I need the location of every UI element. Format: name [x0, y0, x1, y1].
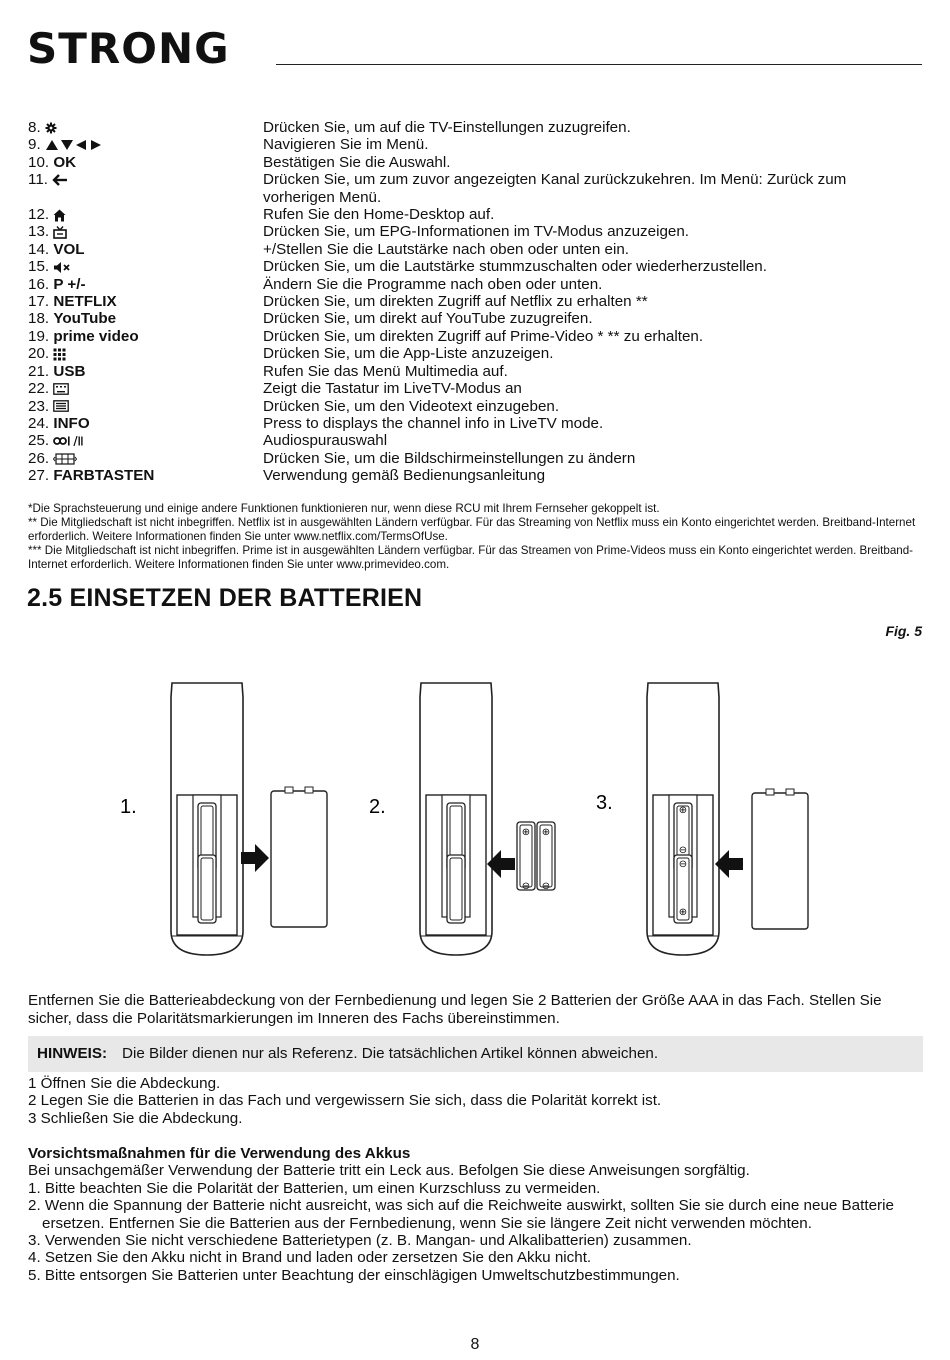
key-number: 23.	[28, 397, 50, 415]
key-label	[28, 206, 263, 223]
key-label	[28, 258, 263, 275]
figure-label: Fig. 5	[885, 623, 922, 639]
key-label	[28, 276, 263, 293]
remote-open-2	[420, 683, 492, 955]
key-row	[28, 223, 928, 240]
precaution-item: 2. Wenn die Spannung der Batterie nicht ausreicht, was sich auf die Reichweite auswirkt, sollten Sie sie durch eine neue Batterie ersetzen. Entfernen Sie die Batterien aus der Fernbedienung, wenn Sie sie längere Zeit nicht verwenden möchten.	[28, 1197, 894, 1232]
key-row	[28, 241, 928, 258]
key-description: Audiospurauswahl	[263, 432, 388, 450]
step-item: 2 Legen Sie die Batterien in das Fach und vergewissern Sie sich, dass die Polarität korrekt ist.	[28, 1092, 662, 1110]
key-label	[28, 171, 263, 206]
svg-text:⊕: ⊕	[678, 805, 688, 816]
key-number: 26.	[28, 449, 50, 467]
svg-text:⊖: ⊖	[541, 881, 551, 892]
key-row	[28, 328, 928, 345]
key-name: USB	[53, 362, 86, 380]
key-label	[28, 223, 263, 240]
key-label	[28, 328, 263, 345]
note-box	[28, 1036, 923, 1072]
key-label	[28, 241, 263, 258]
key-description: Rufen Sie das Menü Multimedia auf.	[263, 362, 508, 380]
apps-grid-icon	[53, 345, 66, 362]
key-row	[28, 293, 928, 310]
key-name: VOL	[53, 240, 85, 258]
footnote: *Die Sprachsteuerung und einige andere Funktionen funktionieren nur, wenn diese RCU mit Ihrem Fernseher gekoppelt ist.	[28, 502, 660, 515]
arrow-right-icon	[241, 844, 269, 872]
svg-text:⊕: ⊕	[521, 827, 531, 838]
key-number: 13.	[28, 223, 50, 241]
precautions	[28, 1145, 928, 1284]
remote-open-1	[171, 683, 243, 955]
key-row	[28, 380, 928, 397]
key-label	[28, 310, 263, 327]
key-name: prime video	[53, 327, 139, 345]
mute-icon	[53, 258, 71, 275]
precaution-item: 3. Verwenden Sie nicht verschiedene Batterietypen (z. B. Mangan- und Alkalibatterien) zusammen.	[28, 1232, 692, 1250]
key-label	[28, 154, 263, 171]
key-label	[28, 380, 263, 397]
key-number: 9.	[28, 136, 41, 154]
steps-list	[28, 1075, 918, 1127]
key-number: 27.	[28, 467, 50, 485]
step-item: 1 Öffnen Sie die Abdeckung.	[28, 1075, 221, 1092]
key-description: Bestätigen Sie die Auswahl.	[263, 153, 451, 171]
key-number: 10.	[28, 153, 50, 171]
step-label: 3.	[596, 792, 613, 814]
svg-text:⊖: ⊖	[521, 881, 531, 892]
key-label	[28, 293, 263, 310]
key-number: 15.	[28, 258, 50, 276]
brand-logo: STRONG	[27, 24, 230, 73]
section-title: 2.5 EINSETZEN DER BATTERIEN	[27, 584, 423, 612]
key-label	[28, 467, 263, 484]
key-description: Press to displays the channel info in LiveTV mode.	[263, 414, 604, 432]
battery-cover	[752, 789, 808, 929]
precaution-item: 5. Bitte entsorgen Sie Batterien unter Beachtung der einschlägigen Umweltschutzbestimmungen.	[28, 1266, 680, 1284]
key-row	[28, 206, 928, 223]
key-list	[28, 119, 928, 485]
audio-track-icon	[53, 432, 83, 449]
key-number: 14.	[28, 240, 50, 258]
key-number: 11.	[28, 171, 48, 189]
key-label	[28, 136, 263, 153]
key-description: Drücken Sie, um direkten Zugriff auf Netflix zu erhalten **	[263, 293, 648, 311]
intro-paragraph: Entfernen Sie die Batterieabdeckung von der Fernbedienung und legen Sie 2 Batterien der Größe AAA in das Fach. Stellen Sie sicher, dass die Polaritätsmarkierungen im Inneren des Fachs übereinstimmen.	[28, 992, 882, 1027]
key-row	[28, 310, 928, 327]
key-number: 8.	[28, 119, 41, 136]
step-label: 2.	[369, 796, 386, 818]
key-number: 12.	[28, 206, 50, 224]
key-number: 24.	[28, 414, 50, 432]
key-description: Drücken Sie, um EPG-Informationen im TV-Modus anzuzeigen.	[263, 223, 690, 241]
svg-text:⊖: ⊖	[678, 859, 688, 870]
key-number: 22.	[28, 380, 50, 398]
key-number: 20.	[28, 345, 50, 363]
key-name: OK	[53, 153, 77, 171]
precautions-title: Vorsichtsmaßnahmen für die Verwendung des Akkus	[28, 1145, 411, 1162]
key-number: 16.	[28, 275, 50, 293]
arrows-icon	[45, 136, 105, 153]
aaa-batteries	[517, 822, 555, 892]
key-row	[28, 171, 928, 206]
key-description: Zeigt die Tastatur im LiveTV-Modus an	[263, 380, 522, 398]
battery-figure	[0, 670, 950, 960]
key-label	[28, 398, 263, 415]
svg-text:⊕: ⊕	[541, 827, 551, 838]
key-row	[28, 119, 928, 136]
key-description: Drücken Sie, um direkten Zugriff auf Prime-Video * ** zu erhalten.	[263, 327, 704, 345]
key-description: Drücken Sie, um zum zuvor angezeigten Kanal zurückzukehren. Im Menü: Zurück zum vorherigen Menü.	[263, 171, 847, 206]
remote-open-3	[647, 683, 719, 955]
home-icon	[53, 206, 66, 223]
key-label	[28, 345, 263, 362]
key-name: INFO	[53, 414, 90, 432]
gear-icon	[45, 119, 57, 136]
key-label	[28, 432, 263, 449]
back-arrow-icon	[52, 171, 68, 188]
key-description: Verwendung gemäß Bedienungsanleitung	[263, 467, 546, 485]
key-description: Drücken Sie, um auf die TV-Einstellungen zuzugreifen.	[263, 119, 631, 136]
battery-cover	[271, 787, 327, 927]
keyboard-icon	[53, 380, 69, 397]
step-item: 3 Schließen Sie die Abdeckung.	[28, 1109, 243, 1127]
key-name: P +/-	[53, 275, 86, 293]
key-description: Drücken Sie, um die App-Liste anzuzeigen.	[263, 345, 554, 363]
footnotes	[28, 502, 928, 572]
teletext-icon	[53, 398, 69, 415]
key-description: +/Stellen Sie die Lautstärke nach oben oder unten ein.	[263, 240, 630, 258]
page-number: 8	[470, 1336, 480, 1353]
note-text: Die Bilder dienen nur als Referenz. Die tatsächlichen Artikel können abweichen.	[122, 1045, 659, 1062]
key-name: YouTube	[53, 310, 117, 328]
key-row	[28, 415, 928, 432]
key-description: Rufen Sie den Home-Desktop auf.	[263, 206, 495, 224]
key-description: Drücken Sie, um direkt auf YouTube zuzugreifen.	[263, 310, 593, 328]
key-description: Drücken Sie, um die Bildschirmeinstellungen zu ändern	[263, 449, 636, 467]
precaution-item: 4. Setzen Sie den Akku nicht in Brand und laden oder zersetzen Sie den Akku nicht.	[28, 1249, 592, 1267]
key-label	[28, 415, 263, 432]
key-row	[28, 467, 928, 484]
key-number: 19.	[28, 327, 50, 345]
epg-tv-icon	[53, 223, 67, 240]
key-description: Drücken Sie, um die Lautstärke stummzuschalten oder wiederherzustellen.	[263, 258, 767, 276]
key-row	[28, 398, 928, 415]
picture-settings-icon	[53, 450, 77, 467]
precautions-intro: Bei unsachgemäßer Verwendung der Batterie tritt ein Leck aus. Befolgen Sie diese Anweisungen sorgfältig.	[28, 1162, 750, 1180]
svg-text:⊖: ⊖	[678, 845, 688, 856]
key-name: FARBTASTEN	[53, 467, 155, 485]
key-number: 21.	[28, 362, 50, 380]
footnote: ** Die Mitgliedschaft ist nicht inbegriffen. Netflix ist in ausgewählten Ländern verfügbar. Für das Streaming von Netflix muss ein Konto eingerichtet werden. Breitband-Internet erforderlich. Weitere Informationen finden Sie unter www.netflix.com/TermsOfUse.	[28, 516, 916, 543]
key-row	[28, 432, 928, 449]
key-number: 25.	[28, 432, 50, 450]
key-row	[28, 154, 928, 171]
key-description: Ändern Sie die Programme nach oben oder unten.	[263, 275, 603, 293]
header-rule	[276, 64, 922, 65]
key-row	[28, 276, 928, 293]
key-label	[28, 119, 263, 136]
key-label	[28, 363, 263, 380]
key-row	[28, 136, 928, 153]
step-label: 1.	[120, 796, 137, 818]
key-description: Drücken Sie, um den Videotext einzugeben.	[263, 397, 560, 415]
key-row	[28, 345, 928, 362]
key-number: 18.	[28, 310, 50, 328]
footnote: *** Die Mitgliedschaft ist nicht inbegriffen. Prime ist in ausgewählten Ländern verfügbar. Für das Streamen von Prime-Videos muss ein Konto eingerichtet werden. Breitband-Internet erforderlich. Weitere Informationen finden Sie unter www.primevideo.com.	[28, 544, 914, 571]
note-label: HINWEIS:	[37, 1045, 108, 1062]
svg-text:⊕: ⊕	[678, 907, 688, 918]
key-row	[28, 363, 928, 380]
key-label	[28, 450, 263, 467]
key-row	[28, 258, 928, 275]
precaution-item: 1. Bitte beachten Sie die Polarität der Batterien, um einen Kurzschluss zu vermeiden.	[28, 1179, 601, 1197]
key-row	[28, 450, 928, 467]
key-number: 17.	[28, 293, 50, 311]
key-description: Navigieren Sie im Menü.	[263, 136, 429, 154]
key-name: NETFLIX	[53, 293, 117, 311]
